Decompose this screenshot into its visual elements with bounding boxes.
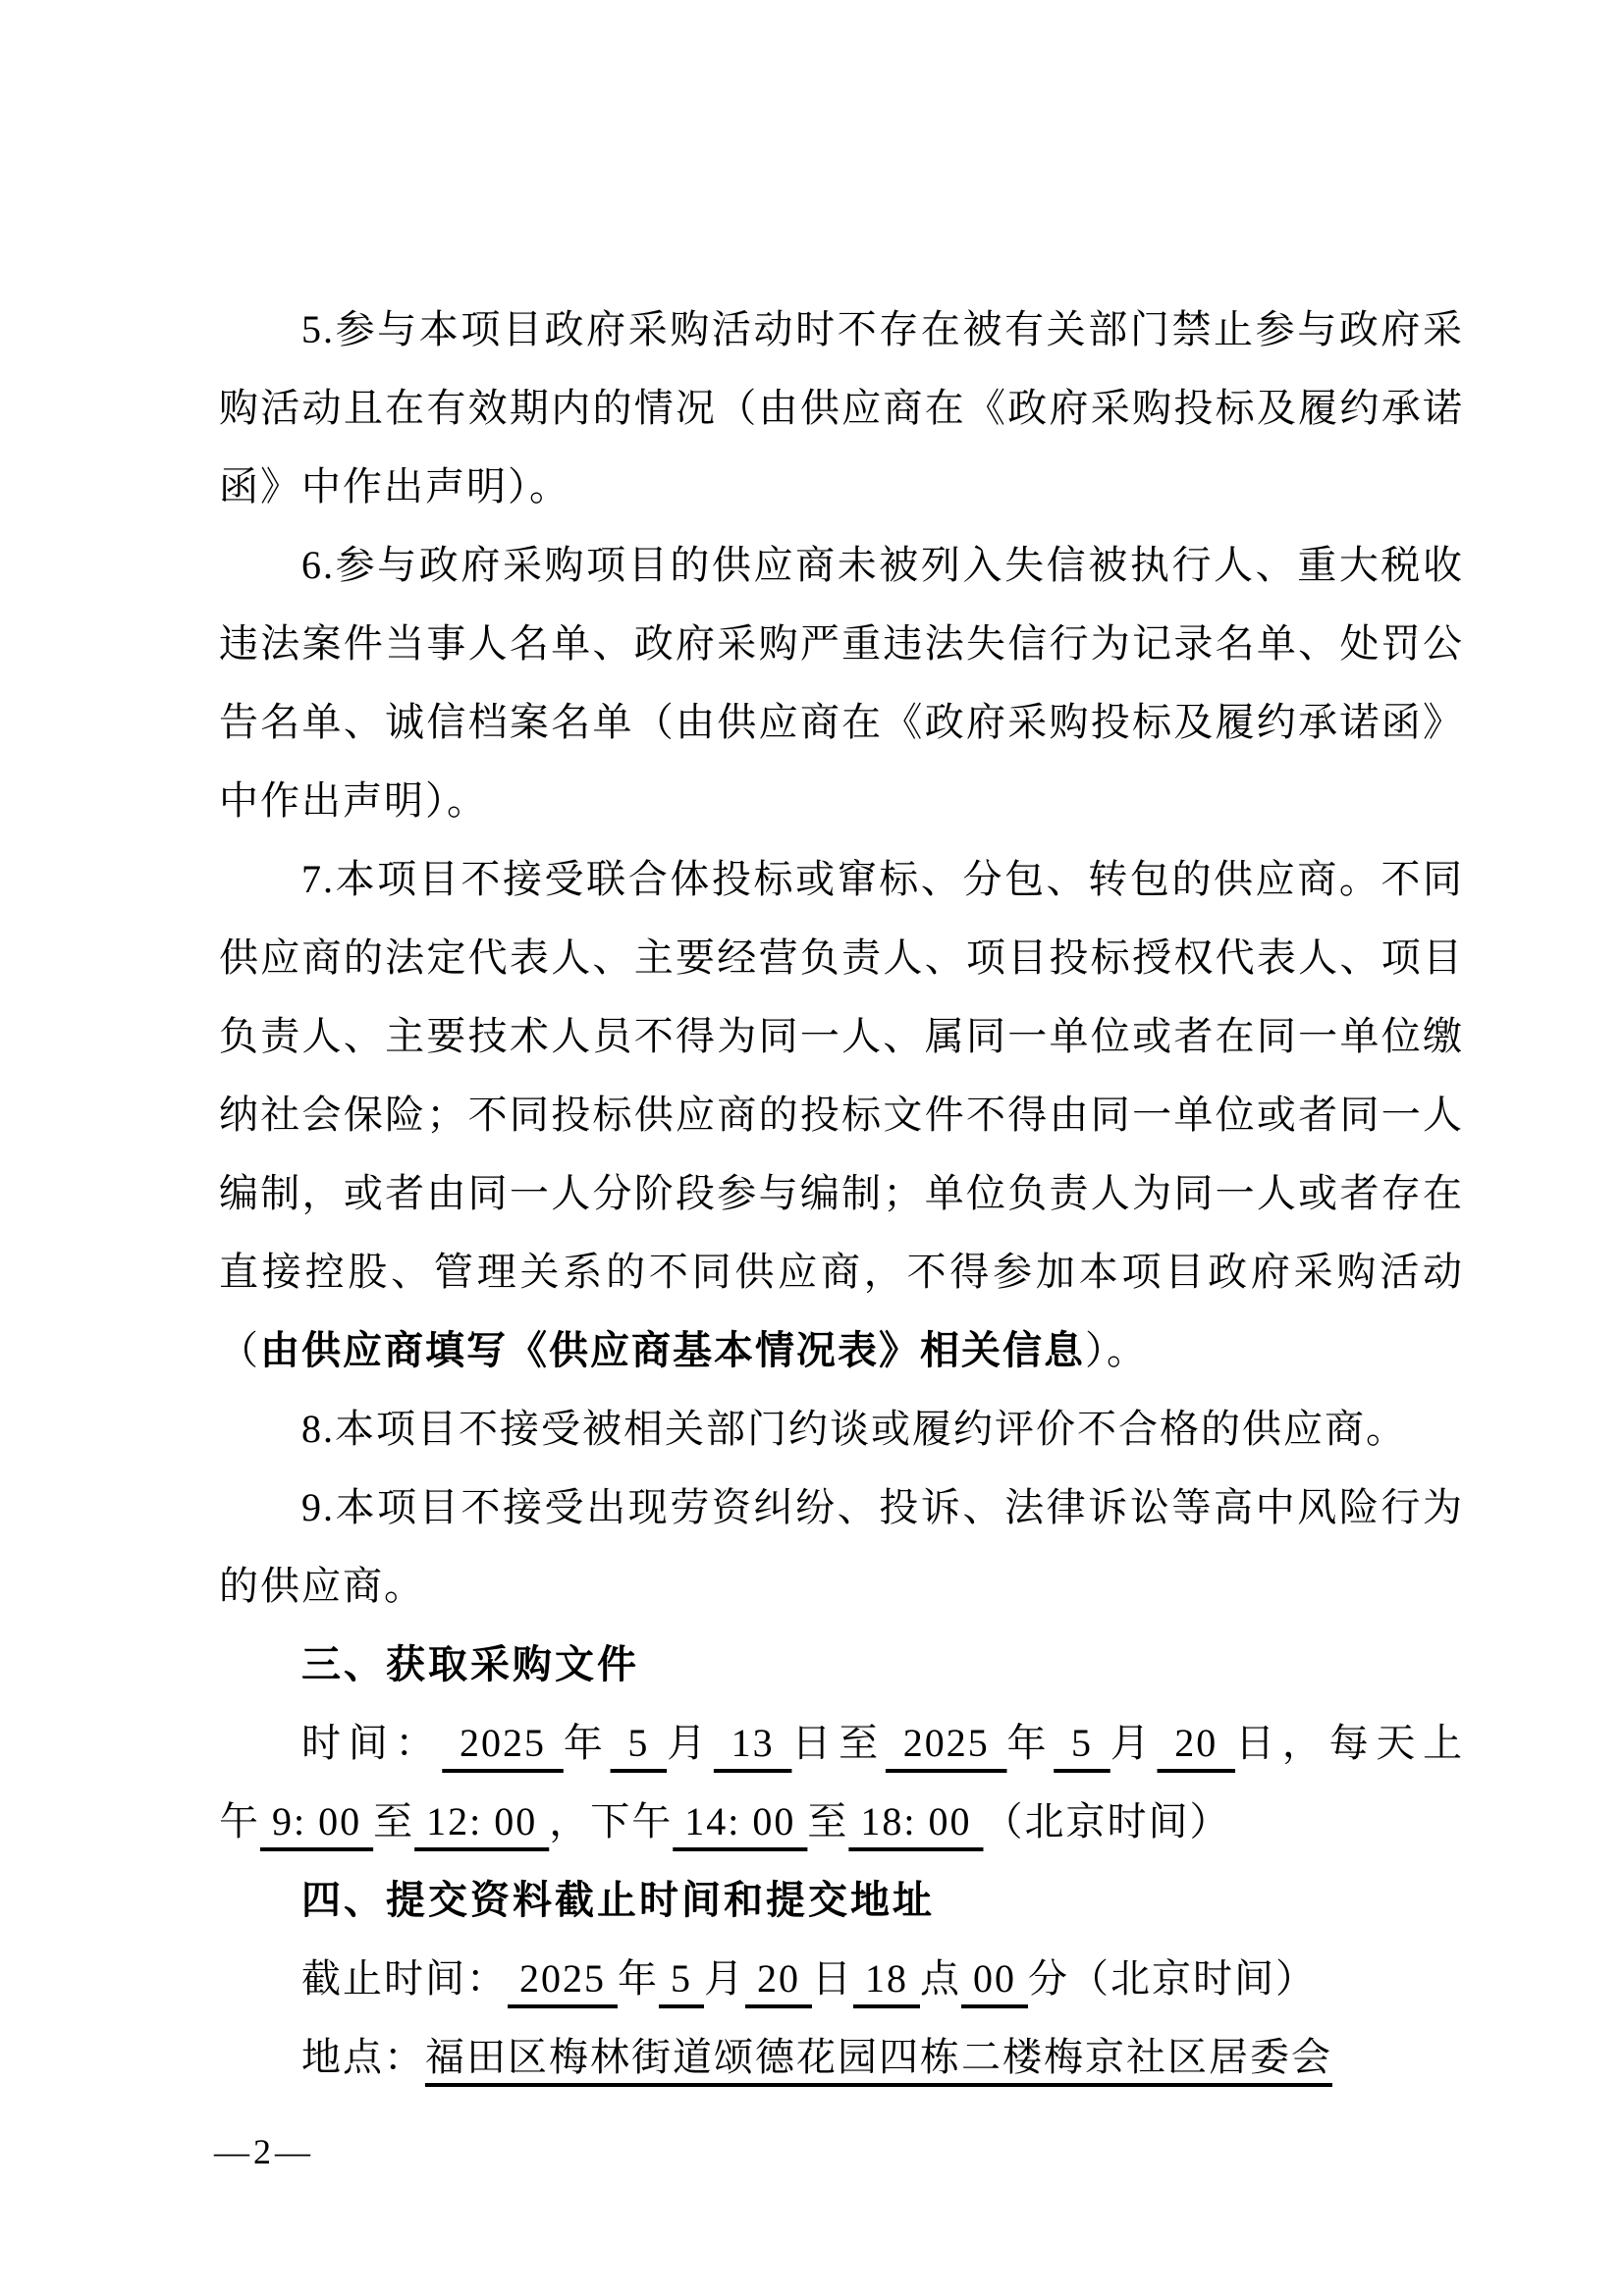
submission-deadline — [219, 1940, 1464, 2018]
underlined-value: 13 — [713, 1721, 792, 1765]
text-segment: （北京时间） — [983, 1799, 1231, 1843]
page-number: —2— — [214, 2132, 314, 2171]
underlined-value: 2025 — [885, 1721, 1007, 1765]
text-segment: 月 — [704, 1956, 745, 2001]
underlined-value: 18 — [853, 1956, 920, 2001]
text-segment: 三、获取采购文件 — [301, 1643, 639, 1686]
document-body — [219, 291, 1464, 2097]
clause-7 — [219, 840, 1464, 1390]
text-segment: 月 — [667, 1721, 714, 1765]
text-segment: 6.参与政府采购项目的供应商未被列入失信被执行人、重大税收违法案件当事人名单、政府采购严重违法失信行为记录名单、处罚公告名单、诚信档案名单（由供应商在《政府采购投标及履约承诺函》中作出声明）。 — [219, 543, 1464, 823]
text-segment: 日至 — [791, 1721, 886, 1765]
text-segment: 日，每天上午 — [219, 1721, 1465, 1843]
bold-text: 由供应商填写《供应商基本情况表》相关信息 — [260, 1329, 1085, 1372]
obtain-document-time — [219, 1704, 1464, 1861]
text-segment: 四、提交资料截止时间和提交地址 — [301, 1879, 935, 1922]
text-segment: 年 — [618, 1956, 659, 2001]
underlined-value: 18: 00 — [848, 1799, 984, 1843]
text-segment: 年 — [1006, 1721, 1055, 1765]
text-segment: 点 — [920, 1956, 961, 2001]
text-segment: 年 — [563, 1721, 611, 1765]
underlined-value: 12: 00 — [414, 1799, 550, 1843]
underlined-value: 00 — [961, 1956, 1028, 2001]
text-segment: 至 — [373, 1799, 415, 1843]
underlined-value: 9: 00 — [260, 1799, 374, 1843]
text-segment: 9.本项目不接受出现劳资纠纷、投诉、法律诉讼等高中风险行为的供应商。 — [219, 1485, 1464, 1608]
underlined-value: 2025 — [442, 1721, 564, 1765]
underlined-value: 5 — [1054, 1721, 1110, 1765]
text-segment: 7.本项目不接受联合体投标或窜标、分包、转包的供应商。不同供应商的法定代表人、主要经营负责人、项目投标授权代表人、项目负责人、主要技术人员不得为同一人、属同一单位或者在同一单位缴纳社会保险；不同投标供应商的投标文件不得由同一单位或者同一人编制，或者由同一人分阶段参与编制；单位负责人为同一人或者存在直接控股、管理关系的不同供应商，不得参加本项目政府采购活动（ — [219, 857, 1464, 1372]
underlined-value: 5 — [610, 1721, 668, 1765]
text-segment: 5.参与本项目政府采购活动时不存在被有关部门禁止参与政府采购活动且在有效期内的情况（由供应商在《政府采购投标及履约承诺函》中作出声明）。 — [219, 307, 1464, 508]
underlined-value: 14: 00 — [673, 1799, 808, 1843]
text-segment: 日 — [812, 1956, 853, 2001]
underlined-value: 2025 — [508, 1956, 618, 2001]
text-segment: 时间： — [301, 1721, 443, 1765]
text-segment: 月 — [1110, 1721, 1158, 1765]
text-segment: ，下午 — [549, 1799, 674, 1843]
text-segment: 地点： — [301, 2035, 425, 2079]
section-4-heading — [219, 1861, 1464, 1940]
text-segment: ）。 — [1085, 1328, 1148, 1372]
underlined-value: 福田区梅林街道颂德花园四栋二楼梅京社区居委会 — [425, 2035, 1332, 2079]
underlined-value: 5 — [659, 1956, 704, 2001]
clause-9 — [219, 1468, 1464, 1626]
section-3-heading — [219, 1626, 1464, 1704]
text-segment: 截止时间： — [301, 1956, 508, 2001]
clause-6 — [219, 526, 1464, 840]
clause-5 — [219, 291, 1464, 526]
text-segment: 至 — [807, 1799, 849, 1843]
text-segment: 分（北京时间） — [1028, 1956, 1317, 2001]
underlined-value: 20 — [1157, 1721, 1236, 1765]
submission-location — [219, 2018, 1464, 2097]
text-segment: 8.本项目不接受被相关部门约谈或履约评价不合格的供应商。 — [301, 1407, 1407, 1451]
underlined-value: 20 — [745, 1956, 812, 2001]
clause-8 — [219, 1390, 1464, 1468]
